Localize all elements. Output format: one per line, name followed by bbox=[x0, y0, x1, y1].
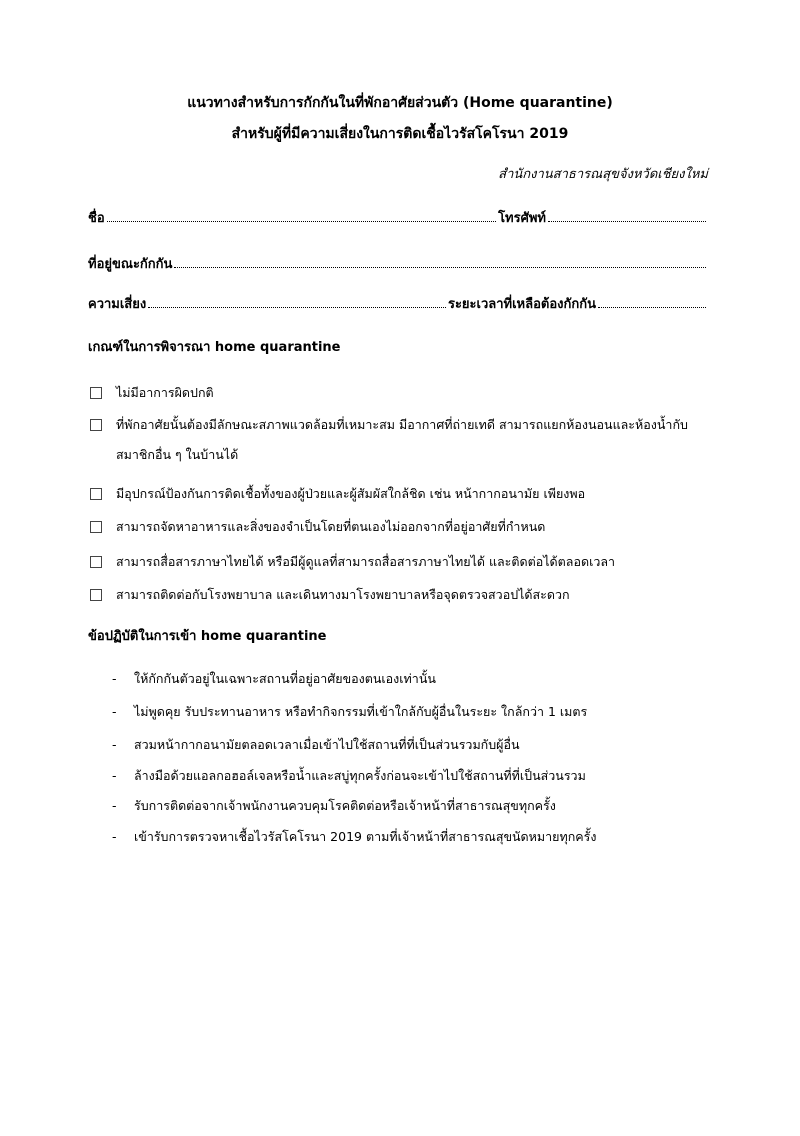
rule-item bbox=[112, 828, 712, 846]
rules-heading: ข้อปฏิบัติในการเข้า home quarantine bbox=[88, 629, 327, 644]
address-label: ที่อยู่ขณะกักกัน bbox=[88, 257, 173, 272]
criteria-item bbox=[90, 479, 710, 509]
criteria-item-text: ไม่มีอาการผิดปกติ bbox=[116, 385, 214, 400]
name-field[interactable] bbox=[107, 209, 496, 222]
remaining-label: ระยะเวลาที่เหลือต้องกักกัน bbox=[447, 297, 596, 312]
document-title-line2: สำหรับผู้ที่มีความเสี่ยงในการติดเชื้อไวรัสโคโรนา 2019 bbox=[231, 126, 569, 142]
rule-item bbox=[112, 736, 712, 754]
bullet-dash: - bbox=[112, 798, 117, 813]
checkbox[interactable] bbox=[90, 521, 102, 533]
criteria-item-text: ที่พักอาศัยนั้นต้องมีลักษณะสภาพแวดล้อมที่เหมาะสม มีอากาศที่ถ่ายเทดี สามารถแยกห้องนอนและห้องน้ำกับสมาชิกอื่น ๆ ในบ้านได้ bbox=[116, 417, 688, 462]
criteria-item bbox=[90, 410, 710, 470]
criteria-item-text: สามารถสื่อสารภาษาไทยได้ หรือมีผู้ดูแลที่สามารถสื่อสารภาษาไทยได้ และติดต่อได้ตลอดเวลา bbox=[116, 554, 616, 569]
rule-item bbox=[112, 797, 712, 815]
risk-label: ความเสี่ยง bbox=[88, 297, 147, 312]
agency-name: สำนักงานสาธารณสุขจังหวัดเชียงใหม่ bbox=[498, 167, 708, 182]
risk-field[interactable] bbox=[148, 295, 446, 308]
criteria-item-text: มีอุปกรณ์ป้องกันการติดเชื้อทั้งของผู้ป่วยและผู้สัมผัสใกล้ชิด เช่น หน้ากากอนามัย เพียงพอ bbox=[116, 486, 586, 501]
bullet-dash: - bbox=[112, 671, 117, 686]
criteria-item-text: สามารถจัดหาอาหารและสิ่งของจำเป็นโดยที่ตนเองไม่ออกจากที่อยู่อาศัยที่กำหนด bbox=[116, 519, 546, 534]
checkbox[interactable] bbox=[90, 419, 102, 431]
form-row-risk-remaining bbox=[88, 295, 708, 314]
address-field[interactable] bbox=[174, 255, 706, 268]
checkbox[interactable] bbox=[90, 589, 102, 601]
document-title-line1: แนวทางสำหรับการกักกันในที่พักอาศัยส่วนตัว (Home quarantine) bbox=[187, 95, 613, 111]
rule-item-text: เข้ารับการตรวจหาเชื้อไวรัสโคโรนา 2019 ตามที่เจ้าหน้าที่สาธารณสุขนัดหมายทุกครั้ง bbox=[134, 829, 597, 844]
checkbox[interactable] bbox=[90, 556, 102, 568]
form-row-name-phone bbox=[88, 209, 708, 228]
rule-item-text: ไม่พูดคุย รับประทานอาหาร หรือทำกิจกรรมที่เข้าใกล้กับผู้อื่นในระยะ ใกล้กว่า 1 เมตร bbox=[134, 704, 588, 719]
phone-field[interactable] bbox=[548, 209, 706, 222]
bullet-dash: - bbox=[112, 704, 117, 719]
name-label: ชื่อ bbox=[88, 211, 105, 226]
rule-item-text: ให้กักกันตัวอยู่ในเฉพาะสถานที่อยู่อาศัยของตนเองเท่านั้น bbox=[134, 671, 436, 686]
rule-item-text: สวมหน้ากากอนามัยตลอดเวลาเมื่อเข้าไปใช้สถานที่ที่เป็นส่วนรวมกับผู้อื่น bbox=[134, 737, 520, 752]
checkbox[interactable] bbox=[90, 387, 102, 399]
rule-item-text: รับการติดต่อจากเจ้าพนักงานควบคุมโรคติดต่อหรือเจ้าหน้าที่สาธารณสุขทุกครั้ง bbox=[134, 798, 556, 813]
criteria-heading: เกณฑ์ในการพิจารณา home quarantine bbox=[88, 340, 341, 355]
phone-label: โทรศัพท์ bbox=[498, 211, 546, 226]
criteria-item-text: สามารถติดต่อกับโรงพยาบาล และเดินทางมาโรงพยาบาลหรือจุดตรวจสวอปได้สะดวก bbox=[116, 587, 570, 602]
rule-item bbox=[112, 767, 712, 785]
criteria-item bbox=[90, 378, 710, 408]
form-row-address bbox=[88, 255, 708, 274]
rule-item bbox=[112, 670, 712, 688]
rule-item bbox=[112, 703, 712, 721]
bullet-dash: - bbox=[112, 737, 117, 752]
checkbox[interactable] bbox=[90, 488, 102, 500]
criteria-item bbox=[90, 580, 710, 610]
remaining-field[interactable] bbox=[598, 295, 706, 308]
rule-item-text: ล้างมือด้วยแอลกอฮอล์เจลหรือน้ำและสบู่ทุกครั้งก่อนจะเข้าไปใช้สถานที่ที่เป็นส่วนรวม bbox=[134, 768, 586, 783]
bullet-dash: - bbox=[112, 768, 117, 783]
criteria-item bbox=[90, 512, 710, 542]
bullet-dash: - bbox=[112, 829, 117, 844]
criteria-item bbox=[90, 547, 710, 577]
